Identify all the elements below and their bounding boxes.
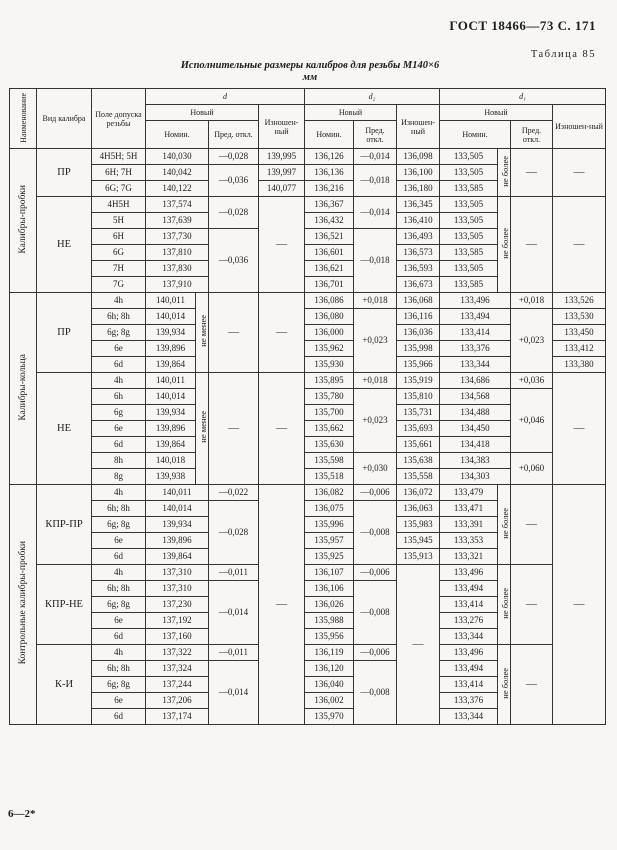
- d2-worn: 136,036: [397, 325, 440, 341]
- d1-worn: —: [553, 373, 606, 485]
- tolerance-field: 6h; 8h: [92, 581, 146, 597]
- gauge-type: КПР-ПР: [37, 485, 92, 565]
- tolerance-field: 6g: [92, 405, 146, 421]
- header-d-new: Новый: [146, 105, 259, 121]
- d2-worn: 136,180: [397, 181, 440, 197]
- d2-worn: 135,810: [397, 389, 440, 405]
- tolerance-field: 4h: [92, 645, 146, 661]
- d1-nominal: 133,494: [440, 309, 511, 325]
- tolerance-field: 6g; 8g: [92, 597, 146, 613]
- d1-limit: +0,018: [511, 293, 553, 309]
- tolerance-field: 6e: [92, 421, 146, 437]
- d1-limit: —: [511, 645, 553, 725]
- d-nominal: 137,206: [146, 693, 209, 709]
- d2-nominal: 135,630: [305, 437, 354, 453]
- d1-nominal: 133,496: [440, 565, 498, 581]
- d-nominal: 137,322: [146, 645, 209, 661]
- header-d-worn: Изношен-ный: [259, 105, 305, 149]
- tolerance-field: 6G: [92, 245, 146, 261]
- d1-nominal: 133,344: [440, 709, 498, 725]
- tolerance-field: 4h: [92, 293, 146, 309]
- d2-limit: —0,014: [354, 197, 397, 229]
- d-nominal: 137,310: [146, 581, 209, 597]
- d1-nominal: 134,450: [440, 421, 511, 437]
- d-nominal: 139,896: [146, 341, 196, 357]
- tolerance-field: 4h: [92, 565, 146, 581]
- header-d2: d₂: [305, 89, 440, 105]
- d2-worn: 135,998: [397, 341, 440, 357]
- d-nominal: 137,574: [146, 197, 209, 213]
- d2-limit: —0,008: [354, 661, 397, 725]
- d-worn: 139,997: [259, 165, 305, 181]
- d2-limit: —0,006: [354, 645, 397, 661]
- d2-nominal: 136,026: [305, 597, 354, 613]
- d2-nominal: 136,126: [305, 149, 354, 165]
- d-limit: —0,036: [209, 229, 259, 293]
- d2-nominal: 136,621: [305, 261, 354, 277]
- d2-nominal: 135,962: [305, 341, 354, 357]
- d-worn: —: [259, 485, 305, 725]
- header-d1-new: Новый: [440, 105, 553, 121]
- d2-nominal: 135,518: [305, 469, 354, 485]
- d-nominal: 140,011: [146, 485, 209, 501]
- d1-worn: 133,380: [553, 357, 606, 373]
- d1-worn: —: [553, 197, 606, 293]
- d1-nominal: 133,321: [440, 549, 498, 565]
- d2-limit: —0,018: [354, 165, 397, 197]
- d2-nominal: 135,598: [305, 453, 354, 469]
- d2-nominal: 135,700: [305, 405, 354, 421]
- tolerance-field: 6e: [92, 341, 146, 357]
- d2-limit: —0,014: [354, 149, 397, 165]
- header-d2-limit: Пред. откл.: [354, 121, 397, 149]
- d-nominal: 137,160: [146, 629, 209, 645]
- d2-nominal: 136,367: [305, 197, 354, 213]
- d-nominal: 140,122: [146, 181, 209, 197]
- d2-nominal: 136,521: [305, 229, 354, 245]
- d2-nominal: 135,925: [305, 549, 354, 565]
- d1-nominal: 133,496: [440, 293, 511, 309]
- header-tolerance-field: Поле допуска резьбы: [92, 89, 146, 149]
- gauge-type: К-И: [37, 645, 92, 725]
- d-nominal: 140,018: [146, 453, 196, 469]
- gauge-type: КПР-НЕ: [37, 565, 92, 645]
- tolerance-field: 6d: [92, 357, 146, 373]
- d-nominal: 139,934: [146, 405, 196, 421]
- d1-limit: +0,036: [511, 373, 553, 389]
- d-nominal: 139,864: [146, 437, 196, 453]
- d-nominal: 140,014: [146, 309, 196, 325]
- d1-nominal: 133,344: [440, 629, 498, 645]
- d1-limit: +0,060: [511, 453, 553, 485]
- header-d-nominal: Номин.: [146, 121, 209, 149]
- tolerance-field: 6e: [92, 613, 146, 629]
- d1-nominal: 133,353: [440, 533, 498, 549]
- d1-nominal: 133,505: [440, 261, 498, 277]
- d2-nominal: 136,000: [305, 325, 354, 341]
- d-nominal: 137,810: [146, 245, 209, 261]
- d-nominal: 137,910: [146, 277, 209, 293]
- d2-nominal: 136,701: [305, 277, 354, 293]
- d1-nominal: 134,488: [440, 405, 511, 421]
- d2-nominal: 135,956: [305, 629, 354, 645]
- d1-limit: —: [511, 149, 553, 197]
- d2-nominal: 136,120: [305, 661, 354, 677]
- d2-nominal: 136,002: [305, 693, 354, 709]
- d2-worn: 135,731: [397, 405, 440, 421]
- d2-limit: —0,006: [354, 565, 397, 581]
- d1-nominal: 134,383: [440, 453, 511, 469]
- d2-worn: 136,673: [397, 277, 440, 293]
- d-nominal: 137,230: [146, 597, 209, 613]
- d-nominal: 137,730: [146, 229, 209, 245]
- d2-limit: —0,006: [354, 485, 397, 501]
- tolerance-field: 6h; 8h: [92, 501, 146, 517]
- d2-nominal: 136,107: [305, 565, 354, 581]
- d-limit: —0,028: [209, 197, 259, 229]
- d-limit: —0,028: [209, 149, 259, 165]
- table-title-units: мм: [302, 72, 318, 83]
- d-limit: —0,011: [209, 645, 259, 661]
- d-nominal: 137,830: [146, 261, 209, 277]
- d2-worn: 135,913: [397, 549, 440, 565]
- d2-worn: 136,345: [397, 197, 440, 213]
- tolerance-field: 7G: [92, 277, 146, 293]
- d1-limit: —: [511, 197, 553, 293]
- d1-nominal: 133,471: [440, 501, 498, 517]
- footer-mark: 6—2*: [8, 808, 36, 820]
- d-nominal: 140,014: [146, 389, 196, 405]
- d2-worn: 135,966: [397, 357, 440, 373]
- d-nominal: 140,011: [146, 293, 196, 309]
- tolerance-field: 6h; 8h: [92, 309, 146, 325]
- d-nominal: 139,864: [146, 357, 196, 373]
- d2-nominal: 136,136: [305, 165, 354, 181]
- d2-limit: +0,018: [354, 293, 397, 309]
- gauge-type: ПР: [37, 293, 92, 373]
- tolerance-field: 6e: [92, 693, 146, 709]
- d2-nominal: 135,930: [305, 357, 354, 373]
- tolerance-field: 6d: [92, 437, 146, 453]
- d1-nominal: 133,505: [440, 149, 498, 165]
- d1-nominal: 134,686: [440, 373, 511, 389]
- d1-nominal: 133,585: [440, 245, 498, 261]
- d-limit: —0,014: [209, 581, 259, 645]
- tolerance-field: 8h: [92, 453, 146, 469]
- d-nominal: 139,934: [146, 325, 196, 341]
- d-nominal: 139,938: [146, 469, 196, 485]
- d1-nominal: 133,276: [440, 613, 498, 629]
- d1-nominal: 133,505: [440, 213, 498, 229]
- d2-limit: +0,030: [354, 453, 397, 485]
- d1-note: не более: [498, 197, 511, 293]
- group-label: Калибры-пробки: [10, 149, 37, 293]
- d2-worn: 136,593: [397, 261, 440, 277]
- tolerance-field: 6H: [92, 229, 146, 245]
- d-nominal: 140,042: [146, 165, 209, 181]
- d1-nominal: 133,505: [440, 165, 498, 181]
- d2-nominal: 135,996: [305, 517, 354, 533]
- d1-nominal: 134,568: [440, 389, 511, 405]
- d2-worn: 136,072: [397, 485, 440, 501]
- table-label: Таблица 85: [530, 49, 596, 60]
- tolerance-field: 6g; 8g: [92, 325, 146, 341]
- d-nominal: 139,934: [146, 517, 209, 533]
- d2-worn: 135,945: [397, 533, 440, 549]
- d1-nominal: 133,505: [440, 197, 498, 213]
- tolerance-field: 6g; 8g: [92, 677, 146, 693]
- gauge-type: НЕ: [37, 197, 92, 293]
- group-label: Калибры-кольца: [10, 293, 37, 485]
- table-title-line: Исполнительные размеры калибров для резьбы M140×6: [180, 60, 440, 71]
- d-limit: —0,036: [209, 165, 259, 197]
- gauge-type: ПР: [37, 149, 92, 197]
- d-worn: 140,077: [259, 181, 305, 197]
- d-limit: —: [209, 293, 259, 373]
- d1-limit: +0,023: [511, 309, 553, 373]
- d-nominal: 137,310: [146, 565, 209, 581]
- d1-nominal: 133,479: [440, 485, 498, 501]
- d2-worn: 136,493: [397, 229, 440, 245]
- d2-nominal: 135,895: [305, 373, 354, 389]
- d1-limit: +0,046: [511, 389, 553, 453]
- d-nominal: 137,324: [146, 661, 209, 677]
- d2-worn: 135,919: [397, 373, 440, 389]
- d1-worn: —: [553, 149, 606, 197]
- d-limit: —0,028: [209, 501, 259, 565]
- d-worn: —: [259, 373, 305, 485]
- tolerance-field: 6e: [92, 533, 146, 549]
- header-gauge-type: Вид калибра: [37, 89, 92, 149]
- d2-worn: 135,693: [397, 421, 440, 437]
- d1-nominal: 133,505: [440, 229, 498, 245]
- header-d1-nominal: Номин.: [440, 121, 511, 149]
- d1-worn: —: [553, 485, 606, 725]
- d-nominal: 137,174: [146, 709, 209, 725]
- d-nominal: 139,896: [146, 421, 196, 437]
- d1-nominal: 133,376: [440, 693, 498, 709]
- header-d: d: [146, 89, 305, 105]
- tolerance-field: 8g: [92, 469, 146, 485]
- tolerance-field: 4H5H: [92, 197, 146, 213]
- d-limit: —: [209, 373, 259, 485]
- d2-nominal: 136,216: [305, 181, 354, 197]
- d1-note: не более: [498, 149, 511, 197]
- d-worn: 139,995: [259, 149, 305, 165]
- tolerance-field: 6h: [92, 389, 146, 405]
- tolerance-field: 7H: [92, 261, 146, 277]
- d2-limit: +0,023: [354, 389, 397, 453]
- d2-worn: 136,573: [397, 245, 440, 261]
- header-d-limit: Пред. откл.: [209, 121, 259, 149]
- d2-nominal: 135,988: [305, 613, 354, 629]
- d1-nominal: 133,391: [440, 517, 498, 533]
- d2-nominal: 135,662: [305, 421, 354, 437]
- tolerance-field: 6d: [92, 549, 146, 565]
- d2-nominal: 135,970: [305, 709, 354, 725]
- d2-worn: 135,661: [397, 437, 440, 453]
- d2-limit: +0,023: [354, 309, 397, 373]
- d1-limit: —: [511, 565, 553, 645]
- d2-nominal: 136,432: [305, 213, 354, 229]
- d2-worn: 136,116: [397, 309, 440, 325]
- d-nominal: 139,896: [146, 533, 209, 549]
- d1-nominal: 134,418: [440, 437, 511, 453]
- d2-worn: —: [397, 565, 440, 725]
- d2-nominal: 136,040: [305, 677, 354, 693]
- d-worn: —: [259, 293, 305, 373]
- d1-worn: 133,530: [553, 309, 606, 325]
- d2-worn: 136,098: [397, 149, 440, 165]
- d2-worn: 135,983: [397, 517, 440, 533]
- tolerance-field: 6g; 8g: [92, 517, 146, 533]
- d-limit: —0,022: [209, 485, 259, 501]
- d2-worn: 136,100: [397, 165, 440, 181]
- header-name: Наименование: [10, 89, 37, 149]
- d1-note: не более: [498, 565, 511, 645]
- d2-worn: 136,410: [397, 213, 440, 229]
- d-limit: —0,011: [209, 565, 259, 581]
- tolerance-field: 6d: [92, 709, 146, 725]
- header-d1: d₁: [440, 89, 606, 105]
- d1-nominal: 133,376: [440, 341, 511, 357]
- d-nominal: 139,864: [146, 549, 209, 565]
- d1-nominal: 133,585: [440, 181, 498, 197]
- d1-nominal: 133,344: [440, 357, 511, 373]
- d-nominal: 140,014: [146, 501, 209, 517]
- d1-note: не более: [498, 645, 511, 725]
- header-d2-new: Новый: [305, 105, 397, 121]
- group-label: Контрольные калибры-пробки: [10, 485, 37, 725]
- d2-nominal: 136,075: [305, 501, 354, 517]
- d-limit: —0,014: [209, 661, 259, 725]
- d2-nominal: 135,780: [305, 389, 354, 405]
- d2-nominal: 136,086: [305, 293, 354, 309]
- d1-nominal: 133,496: [440, 645, 498, 661]
- d2-nominal: 136,119: [305, 645, 354, 661]
- d1-worn: 133,526: [553, 293, 606, 309]
- gauge-dimensions-table: [9, 88, 606, 725]
- tolerance-field: 6H; 7H: [92, 165, 146, 181]
- d-nominal: 137,192: [146, 613, 209, 629]
- d2-nominal: 136,601: [305, 245, 354, 261]
- d-worn: —: [259, 197, 305, 293]
- d-nominal: 140,011: [146, 373, 196, 389]
- d1-note: не более: [498, 485, 511, 565]
- table-title: [150, 60, 470, 84]
- d-nominal: 137,244: [146, 677, 209, 693]
- d2-nominal: 135,957: [305, 533, 354, 549]
- d1-nominal: 133,494: [440, 661, 498, 677]
- header-d1-limit: Пред. откл.: [511, 121, 553, 149]
- tolerance-field: 6h; 8h: [92, 661, 146, 677]
- d-nominal: 140,030: [146, 149, 209, 165]
- d2-limit: —0,018: [354, 229, 397, 293]
- header-d1-worn: Изношен-ный: [553, 105, 606, 149]
- d2-worn: 136,063: [397, 501, 440, 517]
- d2-nominal: 136,080: [305, 309, 354, 325]
- tolerance-field: 5H: [92, 213, 146, 229]
- d1-nominal: 133,414: [440, 325, 511, 341]
- d2-limit: —0,008: [354, 501, 397, 565]
- d1-worn: 133,412: [553, 341, 606, 357]
- d1-nominal: 133,585: [440, 277, 498, 293]
- d1-nominal: 134,303: [440, 469, 511, 485]
- gauge-type: НЕ: [37, 373, 92, 485]
- header-d2-nominal: Номин.: [305, 121, 354, 149]
- d1-worn: 133,450: [553, 325, 606, 341]
- d2-limit: +0,018: [354, 373, 397, 389]
- tolerance-field: 4h: [92, 373, 146, 389]
- d1-nominal: 133,494: [440, 581, 498, 597]
- d-note: не менее: [196, 373, 209, 485]
- page-header: ГОСТ 18466—73 С. 171: [449, 18, 596, 33]
- d2-nominal: 136,082: [305, 485, 354, 501]
- tolerance-field: 6G; 7G: [92, 181, 146, 197]
- d1-nominal: 133,414: [440, 677, 498, 693]
- d-nominal: 137,639: [146, 213, 209, 229]
- d1-nominal: 133,414: [440, 597, 498, 613]
- d2-limit: —0,008: [354, 581, 397, 645]
- d2-worn: 135,638: [397, 453, 440, 469]
- d-note: не менее: [196, 293, 209, 373]
- tolerance-field: 6d: [92, 629, 146, 645]
- tolerance-field: 4H5H; 5H: [92, 149, 146, 165]
- d2-nominal: 136,106: [305, 581, 354, 597]
- header-d2-worn: Изношен-ный: [397, 105, 440, 149]
- tolerance-field: 4h: [92, 485, 146, 501]
- d2-worn: 136,068: [397, 293, 440, 309]
- d1-limit: —: [511, 485, 553, 565]
- d2-worn: 135,558: [397, 469, 440, 485]
